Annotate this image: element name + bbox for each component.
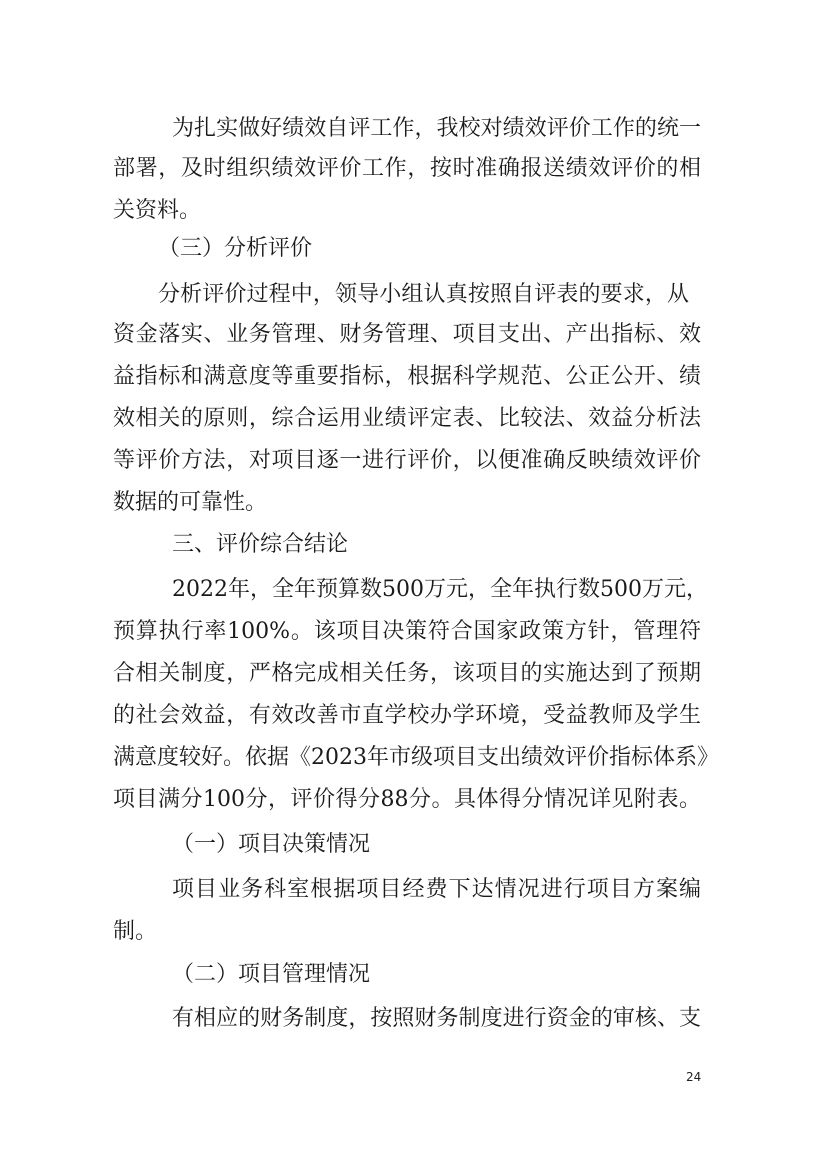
paragraph-line: 2022年，全年预算数500万元，全年执行数500万元， [172,577,708,602]
paragraph-line: 制。 [113,919,158,944]
paragraph-line: 的社会效益，有效改善市直学校办学环境，受益教师及学生 [113,703,701,728]
paragraph-line: 益指标和满意度等重要指标，根据科学规范、公正公开、绩 [113,364,701,389]
paragraph-line: 预算执行率100%。该项目决策符合国家政策方针，管理符 [113,619,701,644]
paragraph-line: 有相应的财务制度，按照财务制度进行资金的审核、支 [172,1006,701,1031]
paragraph-line: 等评价方法，对项目逐一进行评价，以便准确反映绩效评价 [113,448,701,473]
paragraph-line: 分析评价过程中，领导小组认真按照自评表的要求，从 [158,282,689,307]
paragraph-line: 数据的可靠性。 [113,490,268,515]
section-heading: （二）项目管理情况 [172,962,371,987]
section-heading: （三）分析评价 [158,236,313,261]
paragraph-line: 为扎实做好绩效自评工作，我校对绩效评价工作的统一 [172,116,701,141]
section-heading: 三、评价综合结论 [172,532,349,557]
page-number: 24 [686,1070,702,1084]
paragraph-line: 部署，及时组织绩效评价工作，按时准确报送绩效评价的相 [113,156,701,181]
paragraph-line: 项目满分100分，评价得分88分。具体得分情况详见附表。 [113,787,701,812]
paragraph-line: 项目业务科室根据项目经费下达情况进行项目方案编 [172,877,701,902]
paragraph-line: 资金落实、业务管理、财务管理、项目支出、产出指标、效 [113,322,701,347]
section-heading: （一）项目决策情况 [172,832,371,857]
paragraph-line: 关资料。 [113,198,202,223]
paragraph-line: 效相关的原则，综合运用业绩评定表、比较法、效益分析法 [113,406,701,431]
paragraph-line: 合相关制度，严格完成相关任务，该项目的实施达到了预期 [113,661,701,686]
paragraph-line: 满意度较好。依据《2023年市级项目支出绩效评价指标体系》 [113,745,719,770]
